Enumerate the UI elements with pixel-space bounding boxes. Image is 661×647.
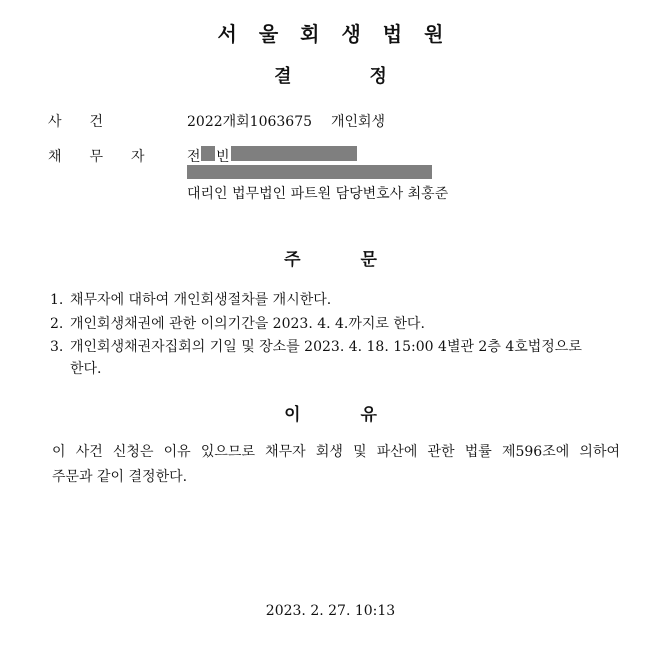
item-number: 3. (50, 339, 64, 355)
list-item (50, 313, 425, 333)
item-text: 개인회생채권자집회의 기일 및 장소를 2023. 4. 18. 15:00 4별관 2층 4호법정으로 (70, 339, 582, 355)
order-title: 주문 (284, 250, 437, 270)
reason-title: 이유 (284, 405, 437, 425)
redaction-block (187, 165, 432, 179)
list-item (50, 289, 331, 309)
decision-date: 2023. 2. 27. 10:13 (265, 603, 396, 619)
case-label: 사건 (48, 114, 132, 130)
agent-line: 대리인 법무법인 파트원 담당변호사 최홍준 (187, 186, 449, 202)
case-number: 2022개회1063675 (187, 114, 313, 130)
debtor-name-start: 전 (187, 149, 201, 165)
redaction-block (231, 146, 357, 161)
reason-line-1: 이 사건 신청은 이유 있으므로 채무자 회생 및 파산에 관한 법률 제596조에 의하여 (52, 444, 620, 460)
case-number-line (187, 111, 385, 131)
item-text: 채무자에 대하여 개인회생절차를 개시한다. (70, 292, 332, 308)
item-continuation: 한다. (70, 361, 102, 377)
court-name: 서울회생법원 (217, 22, 466, 46)
document-type: 결정 (274, 66, 465, 87)
item-text: 개인회생채권에 관한 이의기간을 2023. 4. 4.까지로 한다. (70, 316, 425, 332)
redaction-block (201, 146, 215, 161)
reason-line-2: 주문과 같이 결정한다. (52, 469, 188, 485)
list-item (50, 336, 582, 356)
item-number: 1. (50, 292, 64, 308)
debtor-label: 채무자 (48, 149, 173, 165)
debtor-name-mid: 빈 (216, 149, 230, 165)
item-number: 2. (50, 316, 64, 332)
case-kind: 개인회생 (330, 114, 386, 130)
